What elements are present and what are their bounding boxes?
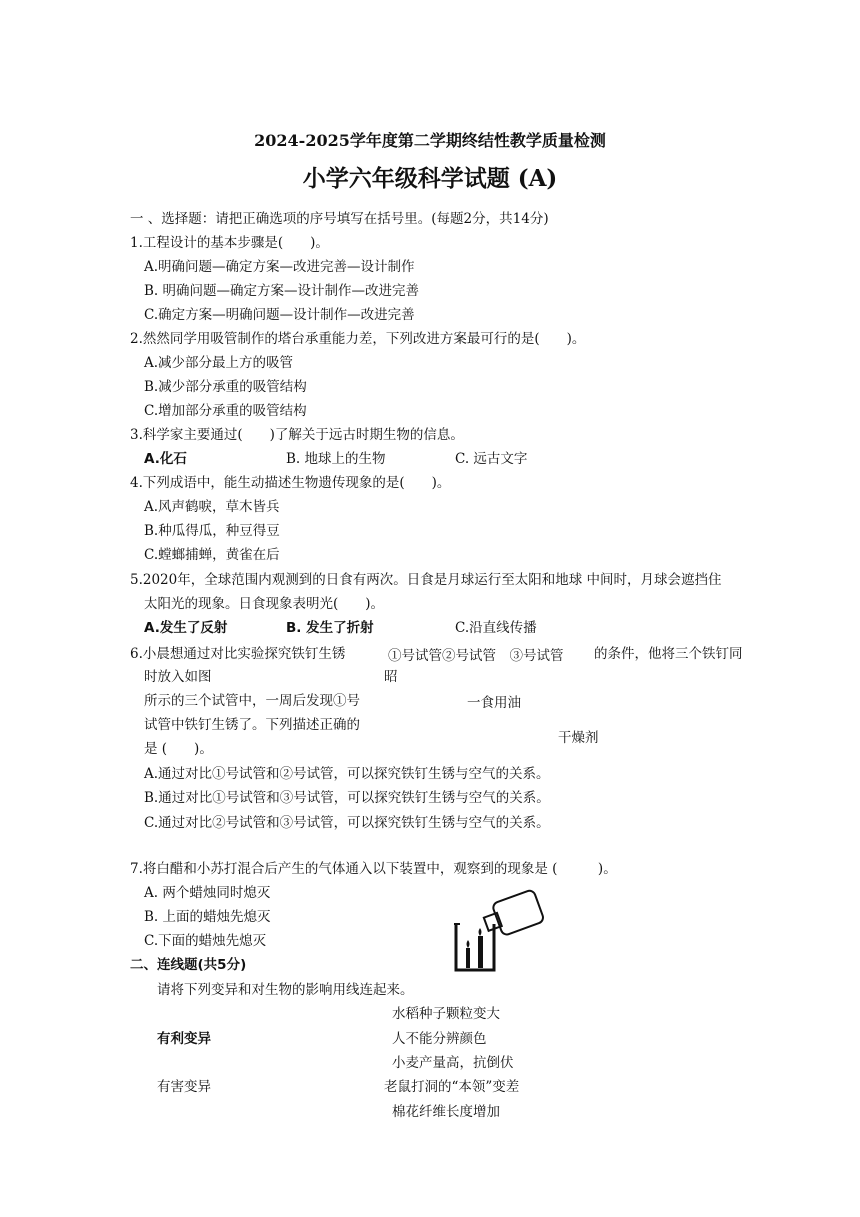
q1-option-b: B. 明确问题—确定方案—设计制作—改进完善 xyxy=(144,283,420,299)
q2-option-c: C.增加部分承重的吸管结构 xyxy=(144,403,307,419)
q6-tube-labels: ①号试管②号试管 ③号试管 xyxy=(388,648,564,664)
q4-option-c: C.螳螂捕蝉，黄雀在后 xyxy=(144,547,280,563)
q4-option-b: B.种瓜得瓜，种豆得豆 xyxy=(144,523,280,539)
q6-option-c: C.通过对比②号试管和③号试管，可以探究铁钉生锈与空气的关系。 xyxy=(144,815,550,831)
right-item-4: 老鼠打洞的“本领”变差 xyxy=(384,1079,520,1095)
q3-option-b: B. 地球上的生物 xyxy=(286,451,386,467)
q7-option-b: B. 上面的蜡烛先熄灭 xyxy=(144,909,271,925)
exam-subtitle: 小学六年级科学试题 (A) xyxy=(302,165,558,192)
q2-stem: 2.然然同学用吸管制作的塔台承重能力差，下列改进方案最可行的是( )。 xyxy=(130,331,586,347)
section2-heading: 二、连线题(共5分) xyxy=(130,957,247,973)
right-item-1: 水稻种子颗粒变大 xyxy=(392,1006,500,1022)
q1-option-a: A.明确问题—确定方案—改进完善—设计制作 xyxy=(144,259,415,275)
q3-option-c: C. 远古文字 xyxy=(455,451,528,467)
q5-stem-line2: 太阳光的现象。日食现象表明光( )。 xyxy=(144,596,385,612)
q7-stem: 7.将白醋和小苏打混合后产生的气体通入以下装置中，观察到的现象是 ( )。 xyxy=(130,861,617,877)
q6-stem-line1: 6.小晨想通过对比实验探究铁钉生锈 xyxy=(130,646,346,662)
left-item-favorable: 有利变异 xyxy=(157,1031,211,1047)
section1-heading: 一 、选择题：请把正确选项的序号填写在括号里。(每题2分，共14分) xyxy=(130,211,549,227)
q4-option-a: A.风声鹤唳，草木皆兵 xyxy=(144,499,280,515)
q6-stem-line1b: 时放入如图 xyxy=(144,669,212,685)
q1-stem: 1.工程设计的基本步骤是( )。 xyxy=(130,235,329,251)
q6-oil-label: 一食用油 xyxy=(467,695,521,711)
q6-desiccant-label: 干燥剂 xyxy=(558,730,599,746)
right-item-2: 人不能分辨颜色 xyxy=(392,1031,487,1047)
right-item-3: 小麦产量高，抗倒伏 xyxy=(392,1055,514,1071)
right-item-5: 棉花纤维长度增加 xyxy=(392,1104,500,1120)
q5-option-b: B. 发生了折射 xyxy=(286,620,374,636)
exam-title: 2024-2025学年度第二学期终结性教学质量检测 xyxy=(254,131,606,150)
q4-stem: 4.下列成语中，能生动描述生物遗传现象的是( )。 xyxy=(130,475,451,491)
q2-option-b: B.减少部分承重的吸管结构 xyxy=(144,379,307,395)
q5-stem-line1: 5.2020年，全球范围内观测到的日食有两次。日食是月球运行至太阳和地球 中间时，月球会遮挡住 xyxy=(130,572,722,588)
q7-option-a: A. 两个蜡烛同时熄灭 xyxy=(144,885,271,901)
q6-stem-line4: 是 ( )。 xyxy=(144,741,213,757)
q6-option-a: A.通过对比①号试管和②号试管，可以探究铁钉生锈与空气的关系。 xyxy=(144,766,550,782)
q5-option-c: C.沿直线传播 xyxy=(455,620,537,636)
q1-option-c: C.确定方案—明确问题—设计制作—改进完善 xyxy=(144,307,415,323)
q5-option-a: A.发生了反射 xyxy=(144,620,228,636)
q2-option-a: A.减少部分最上方的吸管 xyxy=(144,355,294,371)
q6-stem-line2: 所示的三个试管中，一周后发现①号 xyxy=(144,693,360,709)
q6-stem-line1c: 的条件，他将三个铁钉同 xyxy=(594,646,743,662)
q6-label-zhao: 昭 xyxy=(384,669,398,685)
q6-option-b: B.通过对比①号试管和③号试管，可以探究铁钉生锈与空气的关系。 xyxy=(144,790,550,806)
beaker-candles-icon xyxy=(448,888,552,976)
q7-option-c: C.下面的蜡烛先熄灭 xyxy=(144,933,267,949)
q3-stem: 3.科学家主要通过( )了解关于远古时期生物的信息。 xyxy=(130,427,464,443)
q3-option-a: A.化石 xyxy=(144,451,187,467)
q6-stem-line3: 试管中铁钉生锈了。下列描述正确的 xyxy=(144,717,360,733)
left-item-harmful: 有害变异 xyxy=(157,1079,211,1095)
section2-instruction: 请将下列变异和对生物的影响用线连起来。 xyxy=(157,982,414,998)
